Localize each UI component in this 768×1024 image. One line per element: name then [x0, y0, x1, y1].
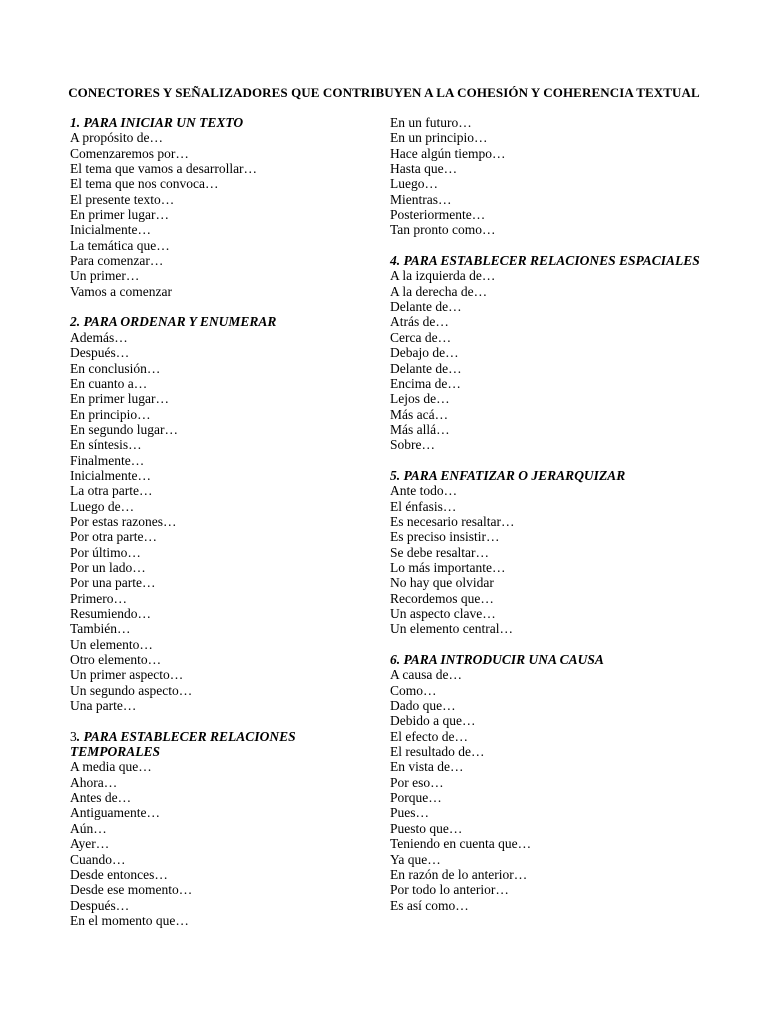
connector-item: Debajo de… — [390, 345, 459, 361]
connector-item: Un aspecto clave… — [390, 606, 496, 621]
connector-item: Como… — [390, 682, 437, 698]
section-number: 5. — [390, 467, 401, 483]
connector-item: Por todo lo anterior… — [390, 882, 509, 898]
connector-item: Recordemos que… — [390, 590, 494, 606]
section-heading-text: PARA ORDENAR Y ENUMERAR — [80, 314, 277, 330]
connector-item: En vista de… — [390, 759, 464, 775]
connector-item: No hay que olvidar — [390, 575, 494, 591]
section-heading — [70, 314, 370, 329]
connector-section — [70, 729, 370, 928]
section-number: 3 — [70, 728, 77, 744]
connector-item: La otra parte… — [70, 483, 153, 499]
connector-item: Resumiendo… — [70, 606, 151, 621]
section-number: 1. — [70, 115, 81, 130]
connector-item: En primer lugar… — [70, 207, 169, 223]
connector-item: El tema que vamos a desarrollar… — [70, 161, 258, 177]
section-heading — [70, 729, 370, 760]
section-heading — [390, 652, 720, 667]
connector-item: Un elemento… — [70, 636, 153, 652]
connector-item: Cuando… — [70, 851, 126, 867]
connector-item: A la izquierda de… — [390, 268, 496, 284]
connector-item: Por una parte… — [70, 575, 156, 591]
connector-item: Después… — [70, 897, 130, 913]
connector-item: Por último… — [70, 544, 141, 560]
connector-item: Se debe resaltar… — [390, 544, 489, 560]
connector-item: Pues… — [390, 805, 430, 821]
connector-item: Es así como… — [390, 897, 469, 913]
section-number: 4. — [390, 253, 401, 269]
section-heading-text: PARA INTRODUCIR UNA CAUSA — [400, 652, 604, 668]
connector-item: En primer lugar… — [70, 391, 169, 407]
connector-item: El resultado de… — [390, 744, 485, 760]
section-heading — [390, 468, 720, 483]
connector-item: Comenzaremos por… — [70, 145, 189, 161]
connector-item: Desde ese momento… — [70, 882, 193, 898]
connector-item: Debido a que… — [390, 713, 476, 729]
connector-item: La temática que… — [70, 237, 170, 253]
section-heading-text: PARA ESTABLECER RELACIONES ESPACIALES — [400, 253, 700, 269]
connector-item: Es necesario resaltar… — [390, 513, 515, 529]
connector-section — [70, 115, 370, 299]
connector-item: Atrás de… — [390, 314, 449, 330]
connector-item: Ahora… — [70, 774, 118, 790]
connector-item: Una parte… — [70, 698, 137, 714]
connector-item: Dado que… — [390, 698, 456, 714]
connector-item: Un primer aspecto… — [70, 667, 184, 683]
connector-item: Luego de… — [70, 498, 135, 514]
connector-item: También… — [70, 621, 131, 637]
connector-item: El efecto de… — [390, 728, 468, 744]
connector-item: Para comenzar… — [70, 253, 164, 269]
connector-item: Por estas razones… — [70, 513, 177, 529]
section-heading — [390, 253, 720, 268]
section-number: 6. — [390, 652, 401, 668]
connector-item: En principio… — [70, 406, 151, 422]
connector-item: Posteriormente… — [390, 207, 486, 223]
connector-item: Porque… — [390, 790, 442, 806]
connector-item: En razón de lo anterior… — [390, 866, 528, 882]
connector-item: El énfasis… — [390, 498, 457, 514]
section-heading — [70, 115, 370, 130]
connector-item: Hasta que… — [390, 161, 458, 177]
connector-item: En segundo lugar… — [70, 421, 178, 437]
section-heading-text: PARA INICIAR UN TEXTO — [80, 115, 244, 130]
connector-section — [390, 652, 720, 913]
connector-item: Un primer… — [70, 268, 140, 284]
connector-item: Por eso… — [390, 774, 444, 790]
connector-item: Ante todo… — [390, 483, 458, 499]
section-heading-text: PARA ENFATIZAR O JERARQUIZAR — [400, 467, 626, 483]
connector-item: Mientras… — [390, 191, 452, 207]
connector-item: Luego… — [390, 176, 438, 192]
connector-item: Inicialmente… — [70, 467, 151, 483]
connector-item: En cuanto a… — [70, 375, 148, 391]
connector-item: Lejos de… — [390, 391, 450, 407]
connector-item: Sobre… — [390, 437, 435, 453]
section-number: 2. — [70, 314, 81, 330]
connector-item: Primero… — [70, 590, 127, 606]
connector-item: A causa de… — [390, 667, 462, 683]
connector-item: A media que… — [70, 759, 152, 775]
connector-item: Más acá… — [390, 406, 449, 422]
connector-item: En conclusión… — [70, 360, 161, 376]
connector-item: Finalmente… — [70, 452, 145, 468]
connector-item: Lo más importante… — [390, 559, 506, 575]
connector-section — [390, 253, 720, 452]
page-title: CONECTORES Y SEÑALIZADORES QUE CONTRIBUYEN A LA COHESIÓN Y COHERENCIA TEXTUAL — [68, 85, 700, 100]
connector-item: Además… — [70, 329, 128, 345]
connector-item: Tan pronto como… — [390, 222, 496, 238]
connector-item: Delante de… — [390, 299, 462, 315]
connector-item: Encima de… — [390, 375, 461, 391]
connector-item: En un futuro… — [390, 115, 472, 130]
connector-item: Por otra parte… — [70, 529, 157, 545]
connector-item: Después… — [70, 345, 130, 361]
connector-item: A la derecha de… — [390, 283, 488, 299]
connector-item: Más allá… — [390, 421, 450, 437]
connector-item: En síntesis… — [70, 437, 142, 453]
connector-item: Cerca de… — [390, 329, 452, 345]
connector-item: Antes de… — [70, 790, 132, 806]
connector-item: Un segundo aspecto… — [70, 682, 193, 698]
connector-item: El tema que nos convoca… — [70, 176, 219, 192]
connector-section — [390, 115, 720, 238]
connector-item: Delante de… — [390, 360, 462, 376]
connector-item: Por un lado… — [70, 559, 146, 575]
connector-item: El presente texto… — [70, 191, 175, 207]
left-column — [70, 115, 370, 944]
connector-item: Hace algún tiempo… — [390, 145, 506, 161]
connector-item: Desde entonces… — [70, 866, 168, 882]
connector-item: Es preciso insistir… — [390, 529, 500, 545]
connector-item: Inicialmente… — [70, 222, 151, 238]
connector-item: Teniendo en cuenta que… — [390, 836, 532, 852]
section-heading-text: . PARA ESTABLECER RELACIONES TEMPORALES — [70, 728, 296, 760]
connector-item: Puesto que… — [390, 820, 463, 836]
connector-item: Otro elemento… — [70, 652, 162, 668]
connector-item: Ayer… — [70, 836, 110, 852]
connector-item: Aún… — [70, 820, 107, 836]
connector-item: A propósito de… — [70, 130, 163, 146]
connector-item: Ya que… — [390, 851, 441, 867]
connector-section — [70, 314, 370, 713]
connector-item: Vamos a comenzar — [70, 283, 172, 299]
connector-item: En un principio… — [390, 130, 488, 146]
connector-item: Antiguamente… — [70, 805, 160, 821]
right-column — [390, 115, 720, 928]
connector-item: Un elemento central… — [390, 621, 513, 637]
connector-item: En el momento que… — [70, 912, 189, 928]
connector-section — [390, 468, 720, 637]
